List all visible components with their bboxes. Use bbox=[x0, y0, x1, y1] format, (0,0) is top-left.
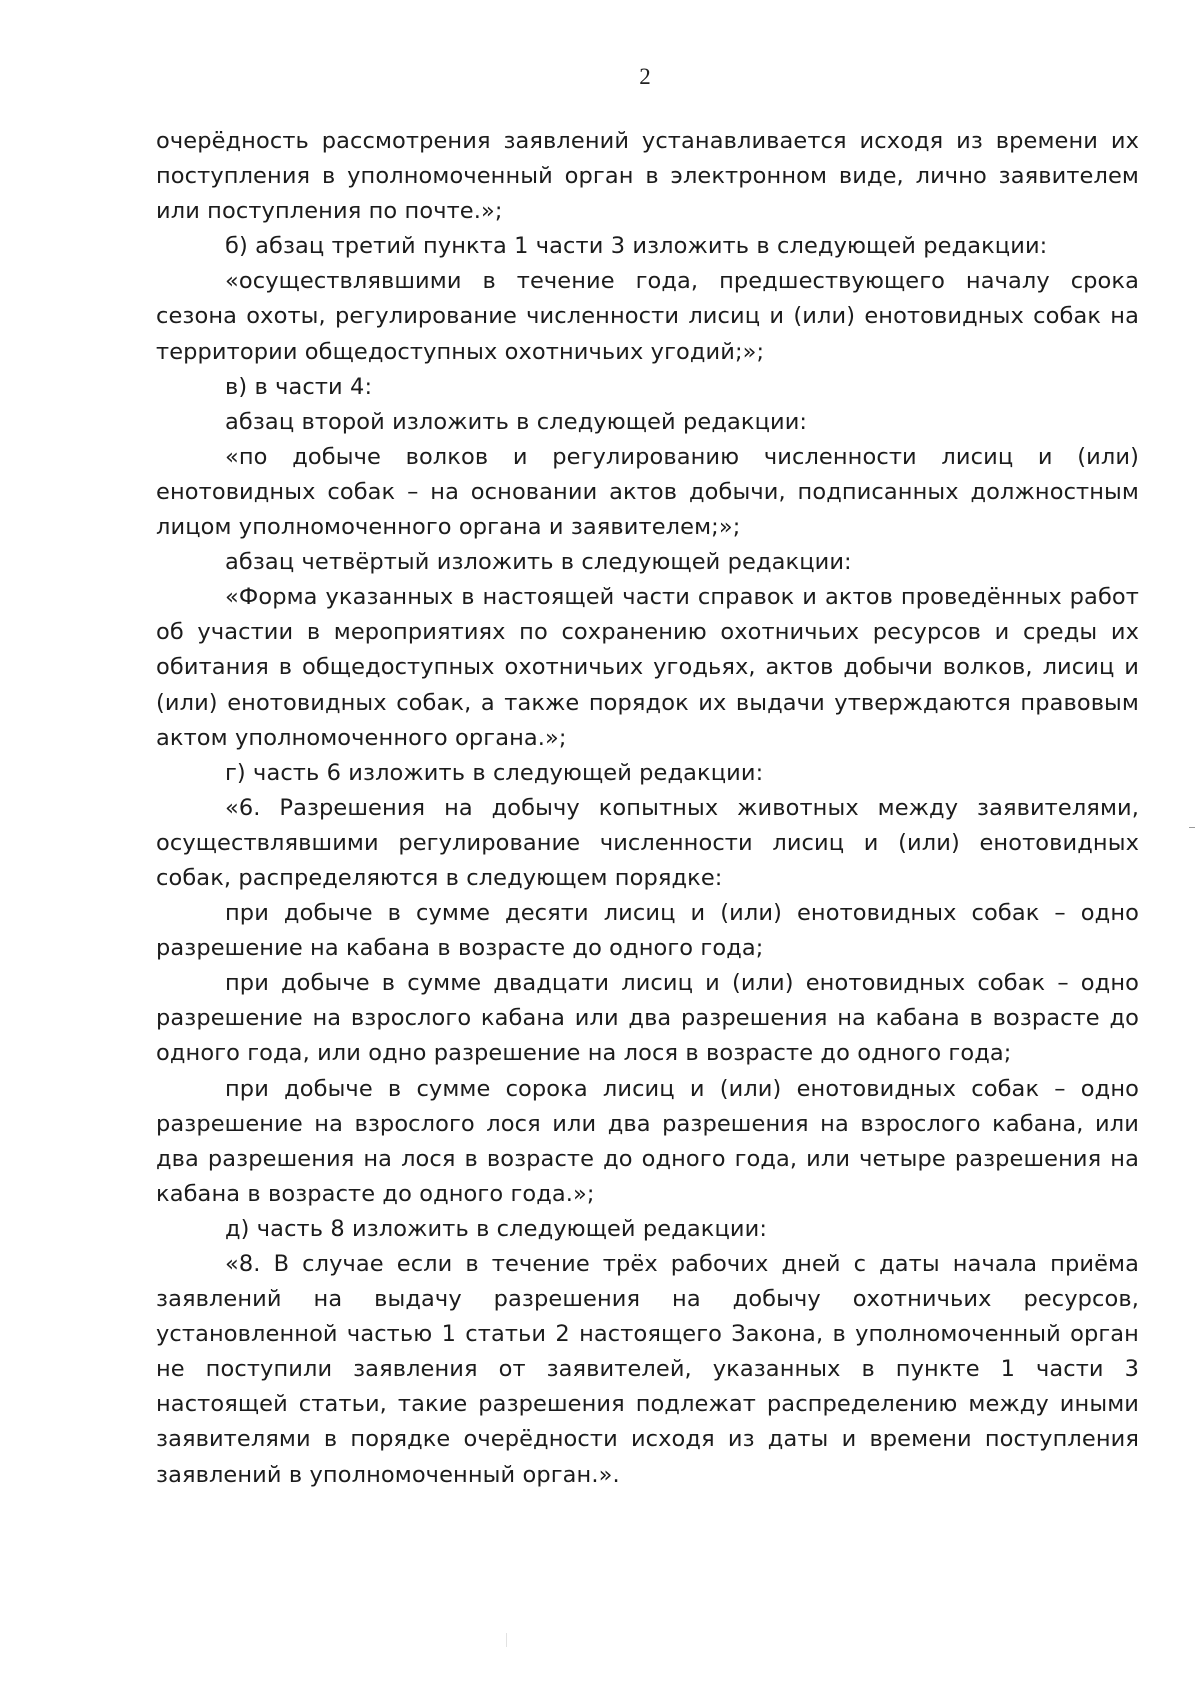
document-body bbox=[156, 124, 1139, 1493]
paragraph-twenty-foxes: при добыче в сумме двадцати лисиц и (или) енотовидных собак – одно разрешение на взрослого кабана или два разрешения на кабана в возрасте до одного года, или одно разрешение на лося в возрасте до одного года; bbox=[156, 970, 1139, 1067]
paragraph-abzac-4: абзац четвёртый изложить в следующей редакции: bbox=[225, 549, 852, 576]
page-number: 2 bbox=[639, 64, 651, 89]
paragraph-quote-abzac-2: «по добыче волков и регулированию численности лисиц и (или) енотовидных собак – на основании актов добычи, подписанных должностным лицом уполномоченного органа и заявителем;»; bbox=[156, 443, 1139, 541]
paragraph-ten-foxes: при добыче в сумме десяти лисиц и (или) енотовидных собак – одно разрешение на кабана в возрасте до одного года; bbox=[156, 900, 1139, 962]
paragraph-item-d: д) часть 8 изложить в следующей редакции: bbox=[225, 1215, 768, 1242]
paragraph-item-b: б) абзац третий пункта 1 части 3 изложить в следующей редакции: bbox=[225, 233, 1048, 260]
paragraph-quote-b: «осуществлявшими в течение года, предшествующего началу срока сезона охоты, регулирование численности лисиц и (или) енотовидных собак на территории общедоступных охотничьих угодий;»; bbox=[156, 268, 1139, 365]
scan-artifact-dot bbox=[506, 1633, 507, 1647]
paragraph-abzac-2: абзац второй изложить в следующей редакции: bbox=[225, 408, 808, 435]
paragraph-item-v: в) в части 4: bbox=[225, 373, 373, 400]
paragraph-quote-abzac-4: «Форма указанных в настоящей части справок и актов проведённых работ об участии в мероприятиях по сохранению охотничьих ресурсов и среды их обитания в общедоступных охотничьих угодьях, актов добычи волков, лисиц и (или) енотовидных собак, а также порядок их выдачи утверждаются правовым актом уполномоченного органа.»; bbox=[156, 584, 1139, 751]
paragraph-quote-part-8: «8. В случае если в течение трёх рабочих дней с даты начала приёма заявлений на выдачу разрешения на добычу охотничьих ресурсов, установленной частью 1 статьи 2 настоящего Закона, в уполномоченный орган не поступили заявления от заявителей, указанных в пункте 1 части 3 настоящей статьи, такие разрешения подлежат распределению между иными заявителями в порядке очерёдности исходя из даты и времени поступления заявлений в уполномоченный орган.». bbox=[156, 1251, 1139, 1488]
paragraph-forty-foxes: при добыче в сумме сорока лисиц и (или) енотовидных собак – одно разрешение на взрослого лося или два разрешения на взрослого кабана, или два разрешения на лося в возрасте до одного года, или четыре разрешения на кабана в возрасте до одного года.»; bbox=[156, 1075, 1139, 1207]
paragraph-continuation: очерёдность рассмотрения заявлений устанавливается исходя из времени их поступления в уполномоченный орган в электронном виде, лично заявителем или поступления по почте.»; bbox=[156, 128, 1139, 225]
paragraph-quote-part-6: «6. Разрешения на добычу копытных животных между заявителями, осуществлявшими регулирование численности лисиц и (или) енотовидных собак, распределяются в следующем порядке: bbox=[156, 794, 1139, 891]
scan-artifact-mark bbox=[1189, 827, 1195, 828]
paragraph-item-g: г) часть 6 изложить в следующей редакции: bbox=[225, 759, 764, 786]
